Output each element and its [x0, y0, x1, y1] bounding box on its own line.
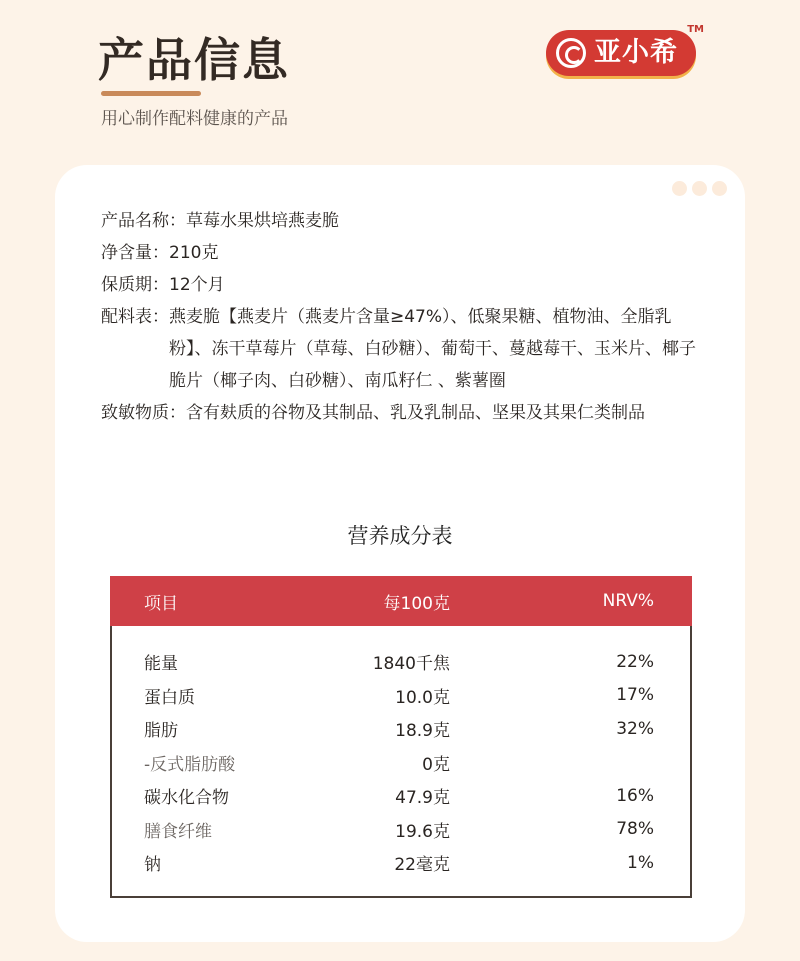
- page-subtitle: 用心制作配料健康的产品: [101, 109, 288, 129]
- table-row: [110, 645, 692, 679]
- info-value: 燕麦脆【燕麦片（燕麦片含量≥47%）、低聚果糖、植物油、全脂乳粉】、冻干草莓片（草莓、白砂糖）、葡萄干、蔓越莓干、玉米片、椰子脆片（椰子肉、白砂糖）、南瓜籽仁 、紫薯圈: [169, 307, 696, 391]
- table-row: [110, 679, 692, 713]
- nutrient-nrv: 22%: [616, 651, 654, 672]
- info-label: 保质期：: [101, 275, 169, 295]
- table-row: [110, 746, 692, 780]
- column-header-nrv: NRV%: [602, 591, 654, 611]
- nutrient-nrv: 78%: [616, 819, 654, 840]
- nutrient-name: 膳食纤维: [144, 821, 212, 842]
- table-header: [110, 576, 692, 626]
- nutrition-table-title: 营养成分表: [347, 524, 453, 548]
- nutrient-name: 蛋白质: [144, 687, 195, 708]
- info-row-net-weight: [101, 237, 701, 269]
- info-value: 含有麸质的谷物及其制品、乳及乳制品、坚果及其果仁类制品: [186, 403, 645, 423]
- info-value: 12个月: [169, 275, 225, 295]
- info-row-shelf-life: [101, 269, 701, 301]
- three-dots-icon: [672, 181, 727, 196]
- nutrient-amount: 18.9克: [395, 721, 450, 742]
- nutrient-name: 钠: [144, 855, 161, 876]
- title-underline: [101, 91, 201, 96]
- info-row-allergens: [101, 397, 701, 429]
- info-label: 配料表：: [101, 307, 169, 327]
- brand-logo: [546, 24, 704, 76]
- nutrient-amount: 1840千焦: [372, 654, 450, 675]
- nutrient-nrv: 17%: [616, 685, 654, 706]
- info-row-name: [101, 205, 701, 237]
- table-row: [110, 779, 692, 813]
- info-label: 产品名称：: [101, 211, 186, 231]
- nutrient-name: -反式脂肪酸: [144, 754, 236, 775]
- column-header-item: 项目: [144, 593, 178, 614]
- product-info-list: [101, 205, 701, 429]
- info-row-ingredients: [101, 301, 701, 397]
- brand-swirl-icon: [556, 38, 586, 68]
- nutrient-amount: 10.0克: [395, 687, 450, 708]
- page-title: 产品信息: [98, 33, 290, 87]
- table-body: [110, 645, 692, 880]
- dot-icon: [672, 181, 687, 196]
- nutrient-nrv: 16%: [616, 785, 654, 806]
- dot-icon: [712, 181, 727, 196]
- dot-icon: [692, 181, 707, 196]
- product-info-card: [55, 165, 745, 942]
- info-label: 致敏物质：: [101, 403, 186, 423]
- nutrient-amount: 0克: [422, 754, 450, 775]
- nutrient-nrv: 1%: [627, 852, 654, 873]
- nutrient-amount: 22毫克: [394, 855, 450, 876]
- nutrient-name: 能量: [144, 654, 178, 675]
- table-row: [110, 712, 692, 746]
- nutrient-amount: 47.9克: [395, 788, 450, 809]
- trademark-mark: TM: [687, 24, 704, 35]
- nutrient-name: 碳水化合物: [144, 788, 229, 809]
- nutrient-name: 脂肪: [144, 721, 178, 742]
- info-value: 210克: [169, 243, 219, 263]
- nutrient-amount: 19.6克: [395, 821, 450, 842]
- table-row: [110, 846, 692, 880]
- column-header-per100g: 每100克: [383, 593, 450, 614]
- brand-name: 亚小希: [594, 37, 678, 68]
- info-label: 净含量：: [101, 243, 169, 263]
- nutrient-nrv: 32%: [616, 718, 654, 739]
- info-value: 草莓水果烘培燕麦脆: [186, 211, 339, 231]
- table-row: [110, 813, 692, 847]
- nutrition-table: [110, 576, 692, 898]
